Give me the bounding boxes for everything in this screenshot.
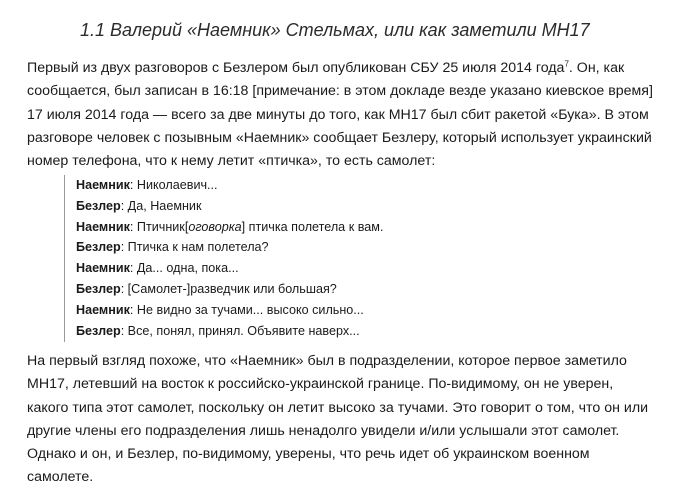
dialogue-text: : [Самолет-]разведчик или большая? bbox=[120, 281, 337, 296]
dialogue-line bbox=[76, 279, 624, 300]
dialogue-line bbox=[76, 175, 624, 196]
dialogue-text: : Николаевич... bbox=[129, 178, 218, 192]
dialogue-line bbox=[76, 237, 624, 258]
intro-paragraph bbox=[27, 57, 657, 173]
dialogue-speaker: Безлер bbox=[76, 323, 121, 338]
dialogue-text: : Птичка к нам полетела? bbox=[120, 240, 269, 255]
dialogue-text-after: ] птичка полетела к вам. bbox=[241, 219, 384, 234]
intro-text-part1: Первый из двух разговоров с Безлером был опубликован СБУ 25 июля 2014 года bbox=[27, 60, 565, 76]
dialogue-text: : Птичник[ bbox=[129, 219, 189, 234]
dialogue-speaker: Безлер bbox=[76, 240, 121, 255]
dialogue-line bbox=[76, 196, 624, 217]
intro-text-part2: . Он, как сообщается, был записан в 16:18 [примечание: в этом докладе везде указано киевское время] 17 июля 2014 года — всего за две минуты до того, как MH17 был сбит ракетой «Бука». В этом разговоре человек с позывным «Наемник» сообщает Безлеру, который использует украинский номер телефона, что к нему летит «птичка», то есть самолет: bbox=[27, 60, 653, 170]
dialogue-speaker: Наемник bbox=[76, 261, 130, 276]
dialogue-text: : Все, понял, принял. Объявите наверх... bbox=[120, 323, 360, 338]
dialogue-blockquote bbox=[64, 175, 624, 342]
dialogue-line bbox=[76, 300, 624, 321]
conclusion-paragraph: На первый взгляд похоже, что «Наемник» был в подразделении, которое первое заметило MH17, летевший на восток к российско-украинской границе. По-видимому, он не уверен, какого типа этот самолет, поскольку он летит высоко за тучами. Это говорит о том, что он или другие члены его подразделения лишь ненадолго увидели и/или услышали этот самолет. Однако и он, и Безлер, по-видимому, уверены, что речь идет об украинском военном самолете. bbox=[27, 353, 649, 486]
section-heading: 1.1 Валерий «Наемник» Стельмах, или как заметили MH17 bbox=[80, 20, 590, 40]
dialogue-line bbox=[76, 217, 624, 238]
dialogue-text: : Да, Наемник bbox=[120, 198, 202, 213]
dialogue-speaker: Наемник bbox=[76, 302, 130, 317]
dialogue-speaker: Безлер bbox=[76, 198, 121, 213]
dialogue-speaker: Наемник bbox=[76, 178, 130, 192]
dialogue-line bbox=[76, 258, 624, 279]
dialogue-text: : Да... одна, пока... bbox=[129, 261, 239, 276]
dialogue-editor-note: оговорка bbox=[188, 219, 242, 234]
footnote-marker[interactable]: 7 bbox=[564, 59, 569, 69]
dialogue-speaker: Безлер bbox=[76, 281, 121, 296]
dialogue-text: : Не видно за тучами... высоко сильно... bbox=[129, 302, 364, 317]
dialogue-line bbox=[76, 321, 624, 342]
dialogue-speaker: Наемник bbox=[76, 219, 130, 234]
